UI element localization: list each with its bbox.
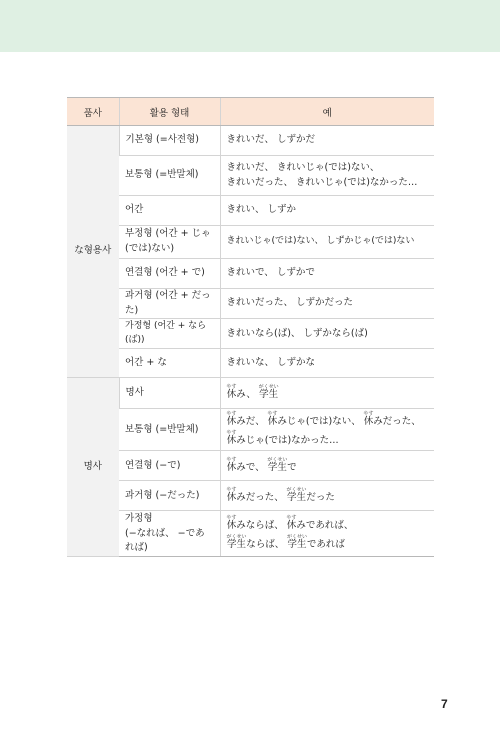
form-cell: 명사 — [119, 378, 220, 409]
pos-noun: 명사 — [67, 378, 119, 557]
header-pos: 품사 — [67, 98, 119, 126]
example-cell — [220, 409, 434, 451]
form-cell: 연결형 (−で) — [119, 451, 220, 481]
form-line: 가정형 — [125, 512, 153, 524]
kanji-with-furigana: 学生がくせい — [258, 384, 279, 401]
example-cell: 休やすみ、 学生がくせい — [220, 378, 434, 409]
example-line: きれいだった、 きれいじゃ(では)なかった… — [226, 176, 418, 188]
example-cell — [220, 156, 434, 196]
table-row — [67, 349, 434, 378]
form-cell — [119, 226, 220, 259]
table-row — [67, 511, 434, 557]
example-cell: きれい、 しずか — [220, 196, 434, 226]
form-cell: 기본형 (=사전형) — [119, 126, 220, 156]
example-cell — [220, 511, 434, 557]
form-cell: 과거형 (−だった) — [119, 481, 220, 511]
table-row — [67, 156, 434, 196]
form-line: (では)ない) — [125, 243, 175, 254]
table-row — [67, 378, 434, 409]
header-form: 활용 형태 — [119, 98, 220, 126]
form-cell: 어간 + な — [119, 349, 220, 378]
grammar-table — [67, 97, 434, 557]
table-row — [67, 451, 434, 481]
form-cell: 보통형 (=반말체) — [119, 156, 220, 196]
table-row — [67, 289, 434, 319]
form-cell — [119, 511, 220, 557]
example-cell: 休やすみだった、 学生がくせいだった — [220, 481, 434, 511]
form-line: 부정형 (어간 + じゃ — [125, 228, 211, 240]
form-cell: 어간 — [119, 196, 220, 226]
form-cell: 보통형 (=반말체) — [119, 409, 220, 451]
form-line: (−なれば、 −であれば) — [125, 527, 205, 554]
example-cell: 休やすみで、 学生がくせいで — [220, 451, 434, 481]
example-line: 学生がくせいならば、 学生がくせいであれば — [226, 533, 345, 550]
table-row — [67, 259, 434, 289]
table-row — [67, 126, 434, 156]
example-line: 休やすみじゃ(では)なかった… — [226, 429, 339, 446]
example-cell: きれいな、 しずかな — [220, 349, 434, 378]
example-line: 休やすみならば、 休やすみであれば、 — [226, 515, 354, 532]
pos-na-adjective: な형용사 — [67, 126, 119, 378]
example-cell: きれいで、 しずかで — [220, 259, 434, 289]
table-row — [67, 409, 434, 451]
kanji-with-furigana: 休やす — [226, 384, 237, 401]
table-header-row — [67, 98, 434, 126]
table-row — [67, 319, 434, 349]
example-cell: きれいだった、 しずかだった — [220, 289, 434, 319]
example-cell: きれいなら(ば)、 しずかなら(ば) — [220, 319, 434, 349]
page-number: 7 — [441, 697, 448, 711]
example-line: 休やすみだ、 休やすみじゃ(では)ない、 休やすみだった、 — [226, 411, 421, 428]
table-row — [67, 226, 434, 259]
form-cell: 과거형 (어간 + だった) — [119, 289, 220, 319]
form-cell: 연결형 (어간 + で) — [119, 259, 220, 289]
table-row — [67, 481, 434, 511]
example-line: きれいだ、 きれいじゃ(では)ない、 — [226, 161, 380, 173]
example-cell: きれいだ、 しずかだ — [220, 126, 434, 156]
form-cell: 가정형 (어간 + なら(ば)) — [119, 319, 220, 349]
table-row — [67, 196, 434, 226]
top-band — [0, 0, 500, 52]
example-cell: きれいじゃ(では)ない、 しずかじゃ(では)ない — [220, 226, 434, 259]
header-example: 예 — [220, 98, 434, 126]
